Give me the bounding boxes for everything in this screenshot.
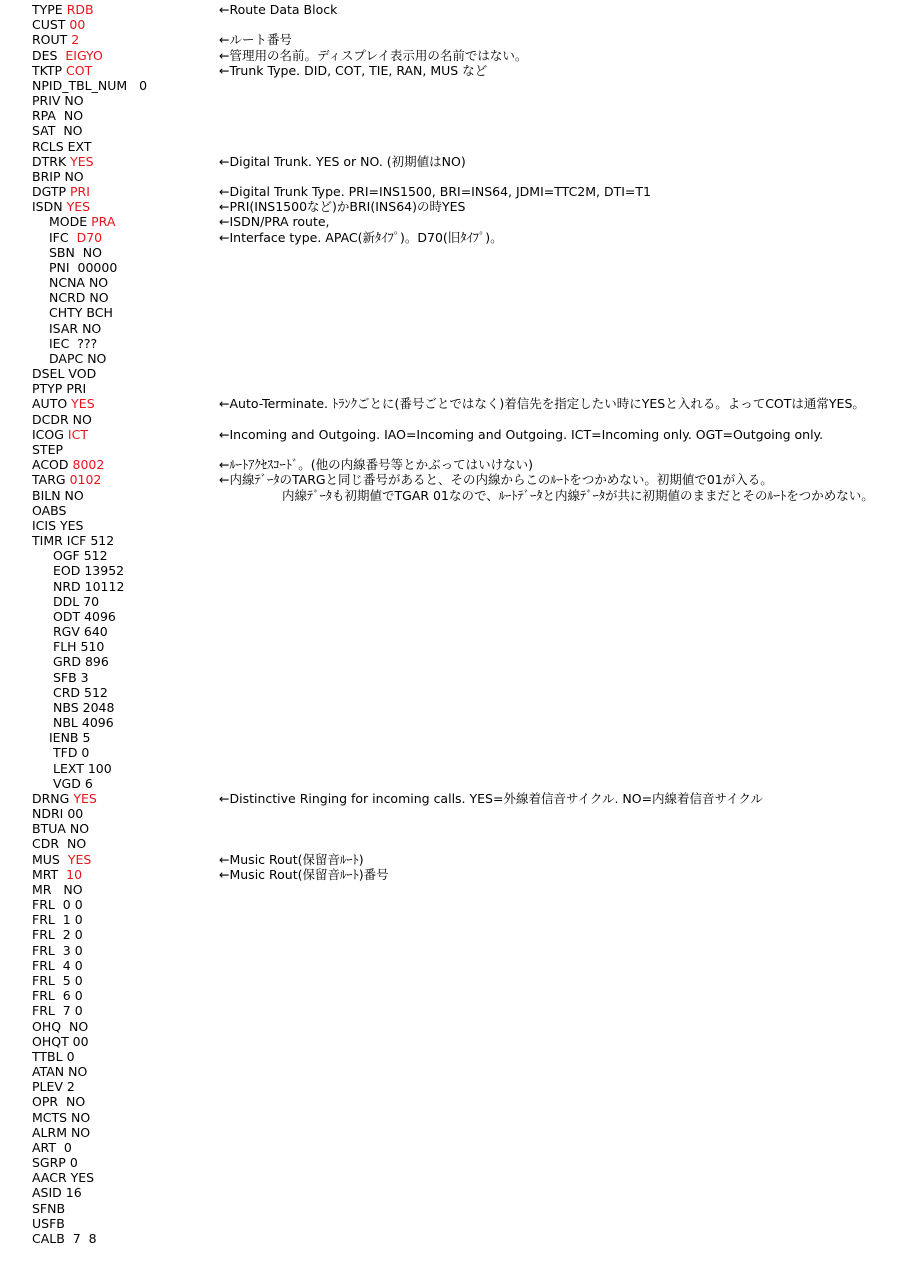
parameter-name: MCTS NO bbox=[32, 1109, 91, 1125]
config-line bbox=[0, 1094, 913, 1109]
config-line bbox=[0, 1125, 913, 1140]
parameter-value: YES bbox=[73, 790, 97, 806]
parameter-value: PRA bbox=[91, 214, 116, 230]
config-parameter bbox=[32, 836, 86, 851]
config-parameter bbox=[32, 199, 90, 214]
config-parameter bbox=[49, 260, 117, 275]
parameter-name: OHQT 00 bbox=[32, 1033, 89, 1049]
parameter-name: IFC bbox=[49, 229, 77, 245]
config-line bbox=[0, 670, 913, 685]
parameter-name: PLEV 2 bbox=[32, 1079, 75, 1095]
parameter-name: RCLS EXT bbox=[32, 138, 92, 154]
parameter-name: NPID_TBL_NUM 0 bbox=[32, 77, 148, 93]
config-line bbox=[0, 1170, 913, 1185]
config-parameter bbox=[49, 336, 97, 351]
config-parameter bbox=[32, 63, 92, 78]
parameter-name: SGRP 0 bbox=[32, 1155, 78, 1171]
parameter-name: OGF 512 bbox=[53, 548, 108, 564]
config-line bbox=[0, 927, 913, 942]
config-line bbox=[0, 1216, 913, 1231]
annotation-note: ←Trunk Type. DID, COT, TIE, RAN, MUS など bbox=[219, 62, 488, 78]
parameter-name: CRD 512 bbox=[53, 684, 108, 700]
parameter-name: CHTY BCH bbox=[49, 305, 113, 321]
config-parameter bbox=[32, 154, 94, 169]
annotation-note: ←Distinctive Ringing for incoming calls. YES=外線着信音サイクル. NO=内線着信音サイクル bbox=[219, 790, 764, 806]
parameter-name: ACOD bbox=[32, 457, 73, 473]
parameter-name: MR NO bbox=[32, 881, 83, 897]
config-parameter bbox=[32, 806, 83, 821]
config-parameter bbox=[53, 579, 124, 594]
config-parameter bbox=[49, 730, 90, 745]
config-parameter bbox=[32, 78, 147, 93]
annotation-note: ←Music Rout(保留音ﾙｰﾄ) bbox=[219, 851, 364, 867]
config-parameter bbox=[32, 1125, 90, 1140]
config-parameter bbox=[32, 791, 97, 806]
annotation-note: ←Interface type. APAC(新ﾀｲﾌﾟ)。D70(旧ﾀｲﾌﾟ)。 bbox=[219, 229, 503, 245]
annotation-note: ←Auto-Terminate. ﾄﾗﾝｸごとに(番号ごとではなく)着信先を指定したい時にYESと入れる。よってCOTは通常YES。 bbox=[219, 396, 865, 412]
config-parameter bbox=[32, 488, 84, 503]
parameter-name: CDR NO bbox=[32, 836, 87, 852]
config-parameter bbox=[32, 1185, 82, 1200]
config-parameter bbox=[32, 1079, 75, 1094]
config-parameter bbox=[32, 17, 85, 32]
config-parameter bbox=[49, 214, 115, 229]
config-line bbox=[0, 139, 913, 154]
config-line bbox=[0, 943, 913, 958]
config-parameter bbox=[32, 958, 83, 973]
parameter-name: TIMR ICF 512 bbox=[32, 533, 115, 549]
parameter-name: PTYP PRI bbox=[32, 381, 87, 397]
config-parameter bbox=[32, 1201, 65, 1216]
config-parameter bbox=[53, 624, 108, 639]
parameter-name: FRL 7 0 bbox=[32, 1003, 83, 1019]
config-parameter bbox=[32, 1216, 65, 1231]
annotation-note: ←ルート番号 bbox=[219, 32, 292, 48]
annotation-note: ←Digital Trunk. YES or NO. (初期値はNO) bbox=[219, 153, 466, 169]
parameter-name: DCDR NO bbox=[32, 411, 92, 427]
config-line bbox=[0, 1064, 913, 1079]
config-line bbox=[0, 1019, 913, 1034]
parameter-name: FLH 510 bbox=[53, 639, 105, 655]
parameter-name: NCRD NO bbox=[49, 290, 109, 306]
config-line bbox=[0, 973, 913, 988]
config-line bbox=[0, 48, 913, 63]
config-parameter bbox=[49, 321, 101, 336]
parameter-name: NRD 10112 bbox=[53, 578, 125, 594]
config-line bbox=[0, 852, 913, 867]
parameter-name: DDL 70 bbox=[53, 593, 100, 609]
parameter-name: DTRK bbox=[32, 153, 71, 169]
config-line bbox=[0, 214, 913, 229]
config-line bbox=[0, 488, 913, 503]
config-line bbox=[0, 1140, 913, 1155]
config-parameter bbox=[32, 169, 84, 184]
parameter-value: 0102 bbox=[69, 472, 102, 488]
config-line bbox=[0, 17, 913, 32]
config-parameter bbox=[32, 518, 83, 533]
annotation-note: ←Incoming and Outgoing. IAO=Incoming and Outgoing. ICT=Incoming only. OGT=Outgoing only. bbox=[219, 426, 824, 442]
config-parameter bbox=[49, 275, 108, 290]
config-parameter bbox=[32, 1019, 88, 1034]
config-parameter bbox=[32, 123, 83, 138]
parameter-name: RGV 640 bbox=[53, 624, 108, 640]
config-parameter bbox=[32, 1003, 83, 1018]
config-line bbox=[0, 457, 913, 472]
parameter-value: YES bbox=[71, 396, 95, 412]
config-parameter bbox=[32, 366, 96, 381]
config-parameter bbox=[32, 897, 83, 912]
config-line bbox=[0, 745, 913, 760]
config-parameter bbox=[32, 2, 94, 17]
config-line bbox=[0, 988, 913, 1003]
parameter-value: RDB bbox=[66, 2, 94, 17]
parameter-name: ATAN NO bbox=[32, 1064, 88, 1080]
config-parameter bbox=[32, 1034, 89, 1049]
config-line bbox=[0, 396, 913, 411]
annotation-note: ←内線ﾃﾞｰﾀのTARGと同じ番号があると、その内線からこのﾙｰﾄをつかめない。初期値で01が入る。 bbox=[219, 472, 773, 488]
parameter-name: FRL 3 0 bbox=[32, 942, 83, 958]
config-parameter bbox=[53, 670, 89, 685]
parameter-name: FRL 4 0 bbox=[32, 957, 83, 973]
parameter-value: ICT bbox=[67, 426, 88, 442]
parameter-value: YES bbox=[66, 199, 91, 215]
config-line bbox=[0, 685, 913, 700]
config-line bbox=[0, 821, 913, 836]
parameter-name: SFNB bbox=[32, 1200, 66, 1216]
parameter-name: TARG bbox=[32, 472, 70, 488]
config-parameter bbox=[53, 609, 116, 624]
config-line bbox=[0, 305, 913, 320]
config-parameter bbox=[32, 1064, 87, 1079]
config-parameter bbox=[32, 48, 103, 63]
parameter-name: DSEL VOD bbox=[32, 366, 97, 382]
config-line bbox=[0, 472, 913, 487]
config-line bbox=[0, 366, 913, 381]
config-line bbox=[0, 442, 913, 457]
parameter-name: MUS bbox=[32, 851, 68, 867]
config-parameter bbox=[32, 32, 79, 47]
config-parameter bbox=[49, 305, 113, 320]
config-line bbox=[0, 78, 913, 93]
config-parameter bbox=[53, 715, 114, 730]
parameter-value: 2 bbox=[71, 32, 80, 48]
config-parameter bbox=[32, 442, 63, 457]
config-parameter bbox=[32, 912, 83, 927]
config-line bbox=[0, 32, 913, 47]
config-line bbox=[0, 730, 913, 745]
config-line bbox=[0, 533, 913, 548]
config-parameter bbox=[32, 1155, 78, 1170]
annotation-note: ←ﾙｰﾄｱｸｾｽｺｰﾄﾞ。(他の内線番号等とかぶってはいけない) bbox=[219, 457, 533, 473]
config-line bbox=[0, 123, 913, 138]
config-parameter bbox=[32, 973, 83, 988]
config-line bbox=[0, 715, 913, 730]
config-line bbox=[0, 1155, 913, 1170]
parameter-value: 8002 bbox=[72, 457, 105, 473]
parameter-name: BILN NO bbox=[32, 487, 84, 503]
parameter-name: FRL 2 0 bbox=[32, 927, 83, 943]
config-line bbox=[0, 275, 913, 290]
parameter-name: FRL 5 0 bbox=[32, 973, 83, 988]
config-parameter bbox=[53, 548, 108, 563]
parameter-value: YES bbox=[70, 153, 94, 169]
parameter-value: COT bbox=[66, 62, 93, 78]
config-parameter bbox=[53, 761, 112, 776]
config-line bbox=[0, 836, 913, 851]
config-line bbox=[0, 108, 913, 123]
parameter-name: ART 0 bbox=[32, 1139, 72, 1155]
parameter-name: TYPE bbox=[32, 2, 67, 17]
parameter-name: LEXT 100 bbox=[53, 760, 112, 776]
parameter-name: MODE bbox=[49, 214, 92, 230]
config-line bbox=[0, 882, 913, 897]
parameter-name: IEC ??? bbox=[49, 335, 98, 351]
parameter-name: RPA NO bbox=[32, 108, 84, 124]
config-line bbox=[0, 1034, 913, 1049]
config-parameter bbox=[32, 821, 89, 836]
config-line bbox=[0, 806, 913, 821]
config-line bbox=[0, 1201, 913, 1216]
config-line bbox=[0, 791, 913, 806]
parameter-name: AUTO bbox=[32, 396, 72, 412]
config-line bbox=[0, 897, 913, 912]
config-parameter bbox=[32, 533, 114, 548]
config-parameter bbox=[32, 472, 101, 487]
parameter-name: BRIP NO bbox=[32, 168, 84, 184]
parameter-name: FRL 0 0 bbox=[32, 897, 83, 913]
annotation-note: ←管理用の名前。ディスプレイ表示用の名前ではない。 bbox=[219, 47, 528, 63]
parameter-name: MRT bbox=[32, 866, 67, 882]
parameter-name: PRIV NO bbox=[32, 93, 84, 109]
parameter-name: FRL 6 0 bbox=[32, 988, 83, 1004]
config-line bbox=[0, 245, 913, 260]
config-line bbox=[0, 93, 913, 108]
parameter-name: NBL 4096 bbox=[53, 715, 114, 731]
parameter-name: NBS 2048 bbox=[53, 699, 115, 715]
config-line bbox=[0, 624, 913, 639]
parameter-name: BTUA NO bbox=[32, 821, 90, 837]
parameter-name: GRD 896 bbox=[53, 654, 109, 670]
annotation-note: 内線ﾃﾞｰﾀも初期値でTGAR 01なので、ﾙｰﾄﾃﾞｰﾀと内線ﾃﾞｰﾀが共に初期値のままだとそのﾙｰﾄをつかめない。 bbox=[282, 487, 874, 503]
config-parameter bbox=[32, 1110, 90, 1125]
config-parameter bbox=[49, 230, 102, 245]
config-parameter bbox=[32, 457, 104, 472]
config-parameter bbox=[53, 563, 124, 578]
annotation-note: ←Digital Trunk Type. PRI=INS1500, BRI=INS64, JDMI=TTC2M, DTI=T1 bbox=[219, 184, 651, 200]
config-line bbox=[0, 321, 913, 336]
parameter-name: DES bbox=[32, 47, 66, 63]
config-parameter bbox=[32, 139, 92, 154]
config-line bbox=[0, 184, 913, 199]
config-line bbox=[0, 1079, 913, 1094]
config-parameter bbox=[32, 412, 92, 427]
parameter-name: FRL 1 0 bbox=[32, 912, 83, 928]
config-parameter bbox=[53, 776, 93, 791]
config-line bbox=[0, 1049, 913, 1064]
config-line bbox=[0, 381, 913, 396]
parameter-name: SAT NO bbox=[32, 123, 83, 139]
parameter-name: VGD 6 bbox=[53, 775, 93, 791]
config-parameter bbox=[32, 1231, 97, 1246]
parameter-name: ICOG bbox=[32, 426, 68, 442]
config-line bbox=[0, 776, 913, 791]
parameter-name: ISAR NO bbox=[49, 320, 102, 336]
config-line bbox=[0, 548, 913, 563]
config-parameter bbox=[32, 381, 86, 396]
config-line bbox=[0, 1110, 913, 1125]
parameter-name: NDRI 00 bbox=[32, 806, 84, 822]
config-line bbox=[0, 2, 913, 17]
config-parameter bbox=[32, 852, 91, 867]
config-line bbox=[0, 427, 913, 442]
config-line bbox=[0, 700, 913, 715]
config-parameter bbox=[32, 184, 90, 199]
config-parameter bbox=[53, 639, 104, 654]
parameter-name: SBN NO bbox=[49, 244, 102, 260]
parameter-name: ROUT bbox=[32, 32, 72, 48]
parameter-value: 10 bbox=[66, 866, 83, 882]
parameter-name: EOD 13952 bbox=[53, 563, 125, 579]
config-parameter bbox=[32, 882, 83, 897]
config-line bbox=[0, 1185, 913, 1200]
config-line bbox=[0, 518, 913, 533]
config-line bbox=[0, 230, 913, 245]
route-data-document bbox=[0, 2, 913, 1246]
parameter-name: ODT 4096 bbox=[53, 608, 116, 624]
config-line bbox=[0, 199, 913, 214]
parameter-value: YES bbox=[67, 851, 92, 867]
parameter-name: AACR YES bbox=[32, 1170, 95, 1186]
config-line bbox=[0, 63, 913, 78]
config-parameter bbox=[32, 943, 83, 958]
config-parameter bbox=[53, 700, 114, 715]
parameter-name: ISDN bbox=[32, 199, 67, 215]
config-line bbox=[0, 169, 913, 184]
parameter-name: CUST bbox=[32, 17, 70, 33]
parameter-name: TTBL 0 bbox=[32, 1048, 75, 1064]
parameter-name: SFB 3 bbox=[53, 669, 89, 685]
config-line bbox=[0, 503, 913, 518]
config-line bbox=[0, 154, 913, 169]
config-parameter bbox=[32, 1140, 72, 1155]
config-parameter bbox=[53, 654, 109, 669]
config-line bbox=[0, 867, 913, 882]
parameter-name: USFB bbox=[32, 1215, 65, 1231]
config-line bbox=[0, 563, 913, 578]
config-parameter bbox=[49, 290, 109, 305]
parameter-name: ALRM NO bbox=[32, 1124, 91, 1140]
annotation-note: ←PRI(INS1500など)かBRI(INS64)の時YES bbox=[219, 199, 466, 215]
config-parameter bbox=[53, 594, 99, 609]
config-parameter bbox=[32, 1170, 94, 1185]
parameter-name: ICIS YES bbox=[32, 517, 84, 533]
config-line bbox=[0, 958, 913, 973]
config-line bbox=[0, 639, 913, 654]
annotation-note: ←Route Data Block bbox=[219, 2, 338, 17]
config-parameter bbox=[53, 685, 108, 700]
parameter-name: OPR NO bbox=[32, 1094, 86, 1110]
config-line bbox=[0, 351, 913, 366]
annotation-note: ←Music Rout(保留音ﾙｰﾄ)番号 bbox=[219, 866, 389, 882]
config-line bbox=[0, 912, 913, 927]
config-line bbox=[0, 594, 913, 609]
parameter-value: 00 bbox=[69, 17, 86, 33]
parameter-name: CALB 7 8 bbox=[32, 1230, 97, 1246]
config-parameter bbox=[53, 745, 89, 760]
parameter-value: EIGYO bbox=[65, 47, 103, 63]
parameter-name: OHQ NO bbox=[32, 1018, 89, 1034]
config-line bbox=[0, 336, 913, 351]
parameter-name: STEP bbox=[32, 441, 64, 457]
config-parameter bbox=[32, 108, 83, 123]
parameter-value: PRI bbox=[70, 184, 90, 200]
config-parameter bbox=[32, 927, 83, 942]
config-line bbox=[0, 1003, 913, 1018]
parameter-name: TKTP bbox=[32, 62, 67, 78]
config-line bbox=[0, 260, 913, 275]
config-parameter bbox=[32, 93, 84, 108]
config-line bbox=[0, 609, 913, 624]
config-line bbox=[0, 654, 913, 669]
config-parameter bbox=[49, 351, 106, 366]
config-parameter bbox=[32, 503, 66, 518]
config-parameter bbox=[32, 988, 83, 1003]
config-line bbox=[0, 579, 913, 594]
config-parameter bbox=[32, 1049, 75, 1064]
parameter-name: ASID 16 bbox=[32, 1185, 82, 1201]
config-line bbox=[0, 290, 913, 305]
parameter-name: DAPC NO bbox=[49, 350, 107, 366]
config-parameter bbox=[32, 867, 82, 882]
parameter-name: TFD 0 bbox=[53, 745, 90, 761]
parameter-name: DGTP bbox=[32, 184, 71, 200]
config-parameter bbox=[32, 1094, 85, 1109]
config-parameter bbox=[32, 396, 95, 411]
parameter-name: OABS bbox=[32, 502, 67, 518]
parameter-name: IENB 5 bbox=[49, 730, 91, 746]
annotation-note: ←ISDN/PRA route, bbox=[219, 214, 330, 230]
parameter-name: PNI 00000 bbox=[49, 259, 118, 275]
parameter-name: NCNA NO bbox=[49, 275, 109, 291]
parameter-name: DRNG bbox=[32, 790, 74, 806]
config-parameter bbox=[49, 245, 102, 260]
parameter-value: D70 bbox=[76, 229, 103, 245]
config-parameter bbox=[32, 427, 88, 442]
config-line bbox=[0, 761, 913, 776]
config-line bbox=[0, 1231, 913, 1246]
config-line bbox=[0, 412, 913, 427]
